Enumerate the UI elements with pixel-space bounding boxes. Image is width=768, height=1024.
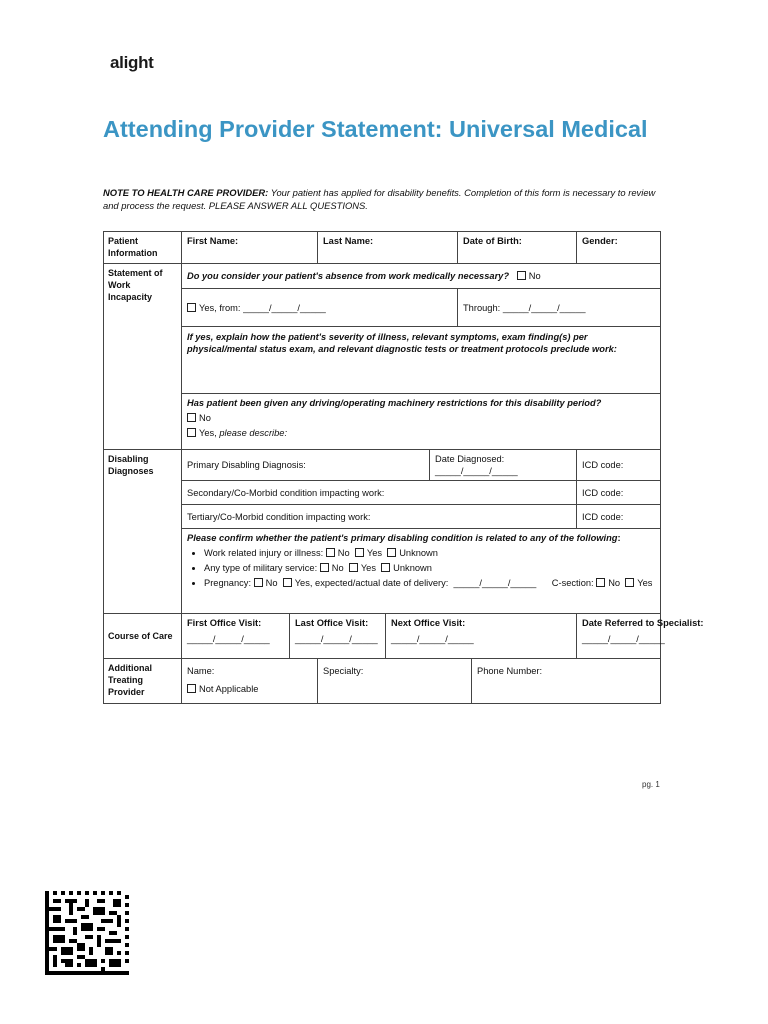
- driving-question: Has patient been given any driving/operating machinery restrictions for this disability period?: [187, 398, 602, 408]
- page-title: Attending Provider Statement: Universal Medical: [103, 116, 648, 142]
- driving-describe-label: please describe:: [219, 428, 288, 438]
- icd-code-primary[interactable]: ICD code:: [577, 450, 661, 481]
- absence-question: Do you consider your patient's absence from work medically necessary?: [187, 271, 510, 281]
- tertiary-condition-field[interactable]: Tertiary/Co-Morbid condition impacting work:: [182, 505, 577, 529]
- date-diagnosed-field[interactable]: [430, 450, 577, 481]
- work-related-unknown-checkbox[interactable]: [387, 548, 396, 557]
- csection-no-label: No: [608, 578, 621, 588]
- next-office-visit-label: Next Office Visit:: [391, 618, 466, 628]
- explain-field[interactable]: If yes, explain how the patient's severity of illness, relevant symptoms, exam finding(s) per physical/mental status exam, and relevant diagnostic tests or treatment protocols preclude work:: [182, 327, 661, 394]
- absence-no-label: No: [528, 271, 541, 281]
- pregnancy-no-label: No: [265, 578, 278, 588]
- alight-logo: alight: [110, 53, 154, 72]
- work-related-no-label: No: [337, 548, 350, 558]
- driving-yes-checkbox[interactable]: [187, 428, 196, 437]
- yes-from-label: Yes, from:: [199, 302, 241, 313]
- first-name-field[interactable]: First Name:: [182, 232, 318, 264]
- military-no-checkbox[interactable]: [320, 563, 329, 572]
- last-office-visit-date: _____/_____/_____: [295, 634, 378, 644]
- date-diagnosed-date: _____/_____/_____: [435, 466, 518, 476]
- confirm-colon: :: [617, 533, 621, 543]
- specialty-label: Specialty:: [323, 666, 364, 676]
- primary-diagnosis-field[interactable]: Primary Disabling Diagnosis:: [182, 450, 430, 481]
- through-date: _____/_____/_____: [502, 302, 586, 313]
- yes-from-checkbox[interactable]: [187, 303, 196, 312]
- work-related-yes-checkbox[interactable]: [355, 548, 364, 557]
- through-label: Through:: [463, 302, 501, 313]
- first-office-visit-label: First Office Visit:: [187, 618, 262, 628]
- date-referred-date: _____/_____/_____: [582, 634, 665, 644]
- gender-field[interactable]: Gender:: [577, 232, 661, 264]
- work-related-item: [204, 547, 655, 559]
- provider-name-label: Name:: [187, 666, 215, 676]
- date-diagnosed-label: Date Diagnosed:: [435, 454, 505, 464]
- date-referred-label: Date Referred to Specialist:: [582, 618, 704, 628]
- next-office-visit-field[interactable]: [386, 614, 577, 659]
- secondary-condition-field[interactable]: Secondary/Co-Morbid condition impacting work:: [182, 481, 577, 505]
- military-unknown-label: Unknown: [393, 563, 432, 573]
- military-unknown-checkbox[interactable]: [381, 563, 390, 572]
- pregnancy-yes-checkbox[interactable]: [283, 578, 292, 587]
- provider-note: [103, 187, 663, 212]
- csection-yes-checkbox[interactable]: [625, 578, 634, 587]
- provider-name-field[interactable]: [182, 659, 318, 704]
- page-number: pg. 1: [642, 780, 660, 789]
- date-of-birth-field[interactable]: Date of Birth:: [458, 232, 577, 264]
- confirm-question: [187, 532, 655, 544]
- not-applicable-label: Not Applicable: [199, 684, 259, 694]
- related-conditions-list: [187, 547, 655, 589]
- phone-number-field[interactable]: [472, 659, 661, 704]
- driving-no-checkbox[interactable]: [187, 413, 196, 422]
- driving-restrictions-cell: [182, 394, 661, 450]
- pregnancy-label: Pregnancy:: [204, 578, 252, 588]
- section-additional-treating-provider: Additional Treating Provider: [104, 659, 182, 704]
- military-yes-checkbox[interactable]: [349, 563, 358, 572]
- military-no-label: No: [331, 563, 344, 573]
- pregnancy-yes-label: Yes, expected/actual date of delivery:: [294, 578, 449, 588]
- specialty-field[interactable]: [318, 659, 472, 704]
- confirm-question-text: Please confirm whether the patient's primary disabling condition is related to any of the following: [187, 533, 618, 543]
- section-disabling-diagnoses: Disabling Diagnoses: [104, 450, 182, 614]
- work-related-no-checkbox[interactable]: [326, 548, 335, 557]
- next-office-visit-date: _____/_____/_____: [391, 634, 474, 644]
- first-office-visit-date: _____/_____/_____: [187, 634, 270, 644]
- military-yes-label: Yes: [360, 563, 376, 573]
- phone-number-label: Phone Number:: [477, 666, 543, 676]
- delivery-date: _____/_____/_____: [453, 578, 537, 588]
- work-related-label: Work related injury or illness:: [204, 548, 324, 558]
- csection-no-checkbox[interactable]: [596, 578, 605, 587]
- csection-yes-label: Yes: [637, 578, 653, 588]
- yes-from-date: _____/_____/_____: [243, 302, 326, 313]
- section-work-incapacity: Statement of Work Incapacity: [104, 264, 182, 450]
- through-field[interactable]: [458, 289, 661, 327]
- note-lead: NOTE TO HEALTH CARE PROVIDER:: [103, 187, 269, 198]
- yes-from-field[interactable]: [182, 289, 458, 327]
- absence-no-checkbox[interactable]: [517, 271, 526, 280]
- last-office-visit-field[interactable]: [290, 614, 386, 659]
- military-item: [204, 562, 655, 574]
- icd-code-tertiary[interactable]: ICD code:: [577, 505, 661, 529]
- last-name-field[interactable]: Last Name:: [318, 232, 458, 264]
- date-referred-field[interactable]: [577, 614, 704, 659]
- absence-question-row: [182, 264, 661, 289]
- work-related-unknown-label: Unknown: [399, 548, 438, 558]
- section-patient-information: Patient Information: [104, 232, 182, 264]
- military-label: Any type of military service:: [204, 563, 318, 573]
- driving-no-label: No: [199, 413, 211, 423]
- related-conditions-cell: [182, 529, 661, 614]
- pregnancy-item: [204, 577, 655, 589]
- last-office-visit-label: Last Office Visit:: [295, 618, 369, 628]
- section-course-of-care: Course of Care: [104, 614, 182, 659]
- first-office-visit-field[interactable]: [182, 614, 290, 659]
- note-text: Your patient has applied for disability benefits. Completion of this form is necessary to review and process the request. PLEASE ANSWER ALL QUESTIONS.: [103, 187, 656, 211]
- work-related-yes-label: Yes: [366, 548, 383, 558]
- icd-code-secondary[interactable]: ICD code:: [577, 481, 661, 505]
- datamatrix-barcode: [45, 891, 129, 975]
- csection-label: C-section:: [551, 578, 594, 588]
- pregnancy-no-checkbox[interactable]: [254, 578, 263, 587]
- not-applicable-checkbox[interactable]: [187, 684, 196, 693]
- provider-statement-form: [103, 231, 704, 704]
- driving-yes-label: Yes,: [199, 428, 217, 438]
